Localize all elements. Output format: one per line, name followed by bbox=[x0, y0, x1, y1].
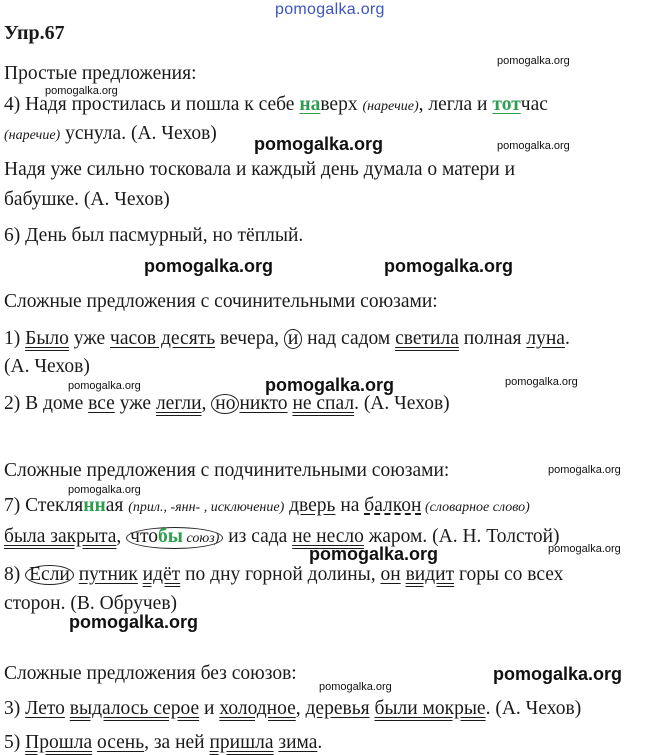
text: уже bbox=[114, 393, 156, 414]
text: 2) В доме bbox=[4, 393, 89, 414]
watermark: pomogalka.org bbox=[548, 543, 621, 555]
letters-highlight: нн bbox=[83, 495, 106, 516]
watermark: pomogalka.org bbox=[69, 612, 199, 632]
predicate: холодное bbox=[219, 698, 296, 719]
prefix-highlight: на bbox=[299, 94, 321, 115]
sentence-4-line-1 bbox=[4, 93, 548, 119]
text: и bbox=[199, 698, 220, 719]
conjunction-circle: Если bbox=[25, 565, 74, 585]
sentence-4-line-4: бабушке. (А. Чехов) bbox=[4, 189, 170, 210]
text: , легла и bbox=[418, 94, 493, 115]
compound-1-author: (А. Чехов) bbox=[4, 356, 90, 377]
compound-1-line-1 bbox=[4, 327, 570, 351]
conjunction-highlight: бы bbox=[157, 526, 183, 547]
prefix-highlight: тот bbox=[492, 94, 521, 115]
note: союз) bbox=[182, 531, 220, 546]
text: 4) Надя простилась и пошла к себе bbox=[4, 94, 300, 115]
subject: все bbox=[88, 393, 115, 414]
nonunion-3 bbox=[4, 697, 581, 721]
note: (прил., -янн- , исключение) bbox=[128, 500, 285, 515]
subject: он bbox=[380, 564, 401, 585]
text: 1) bbox=[4, 328, 26, 349]
text: горы со всех bbox=[454, 564, 564, 585]
watermark: pomogalka.org bbox=[68, 380, 141, 392]
text: ая bbox=[105, 495, 129, 516]
subject: осень bbox=[96, 732, 145, 753]
text: , bbox=[201, 393, 212, 414]
text: 5) bbox=[4, 732, 26, 753]
predicate: Прошла bbox=[25, 732, 93, 753]
watermark: pomogalka.org bbox=[309, 544, 439, 564]
subject: деревья bbox=[305, 698, 370, 719]
watermark: pomogalka.org bbox=[505, 376, 578, 388]
modifier: балкон bbox=[364, 495, 422, 516]
note: (словарное слово) bbox=[421, 500, 530, 515]
complex-8-line-2: сторон. (В. Обручев) bbox=[4, 593, 178, 614]
watermark: pomogalka.org bbox=[68, 484, 141, 496]
nonunion-5 bbox=[4, 731, 322, 755]
complex-7-line-2 bbox=[4, 525, 560, 549]
subject: зима bbox=[278, 732, 318, 753]
predicate: легли bbox=[155, 393, 202, 414]
watermark: pomogalka.org bbox=[497, 55, 570, 67]
subject: часов десять bbox=[110, 328, 216, 349]
subject: путник bbox=[78, 564, 138, 585]
watermark: pomogalka.org bbox=[254, 134, 384, 154]
watermark: pomogalka.org bbox=[493, 664, 623, 684]
predicate: Было bbox=[25, 328, 69, 349]
text: , за ней bbox=[144, 732, 210, 753]
complex-7-line-1 bbox=[4, 494, 530, 520]
text: вечера, bbox=[215, 328, 284, 349]
watermark: pomogalka.org bbox=[265, 375, 395, 395]
predicate: светила bbox=[395, 328, 459, 349]
conjunction-circle: но bbox=[211, 394, 239, 414]
text: , bbox=[116, 526, 127, 547]
text: уснула. (А. Чехов) bbox=[60, 123, 217, 144]
text: верх bbox=[320, 94, 363, 115]
text: на bbox=[335, 495, 365, 516]
watermark: pomogalka.org bbox=[45, 85, 118, 97]
text: , bbox=[295, 698, 306, 719]
watermark-top: pomogalka.org bbox=[275, 1, 385, 18]
watermark: pomogalka.org bbox=[144, 256, 274, 276]
watermark: pomogalka.org bbox=[497, 140, 570, 152]
text: над садом bbox=[302, 328, 396, 349]
text: полная bbox=[458, 328, 527, 349]
predicate: были мокрые bbox=[374, 698, 486, 719]
section-heading-complex: Сложные предложения с подчинительными союзами: bbox=[4, 460, 450, 481]
text: . (А. Чехов) bbox=[354, 393, 450, 414]
section-heading-nonunion: Сложные предложения без союзов: bbox=[4, 663, 297, 684]
text: уже bbox=[68, 328, 111, 349]
section-heading-simple: Простые предложения: bbox=[4, 63, 197, 84]
conjunction-circle: и bbox=[284, 329, 302, 349]
text: жаром. (А. Н. Толстой) bbox=[363, 526, 560, 547]
complex-8-line-1 bbox=[4, 563, 563, 587]
text: . (А. Чехов) bbox=[485, 698, 582, 719]
note: (наречие) bbox=[4, 128, 61, 143]
text: . bbox=[564, 328, 570, 349]
subject: Лето bbox=[25, 698, 65, 719]
watermark: pomogalka.org bbox=[319, 681, 392, 693]
conjunction: что bbox=[130, 526, 158, 547]
subject: дверь bbox=[289, 495, 336, 516]
subject: луна bbox=[526, 328, 565, 349]
text: 3) bbox=[4, 698, 26, 719]
text: из сада bbox=[223, 526, 293, 547]
text: по дну горной долины, bbox=[180, 564, 381, 585]
watermark: pomogalka.org bbox=[548, 464, 621, 476]
predicate: видит bbox=[405, 564, 455, 585]
predicate: была закрыта bbox=[4, 526, 117, 547]
sentence-6: 6) День был пасмурный, но тёплый. bbox=[4, 225, 304, 246]
text: 8) bbox=[4, 564, 26, 585]
text: . bbox=[317, 732, 323, 753]
predicate: не несло bbox=[292, 526, 364, 547]
predicate: не спал bbox=[292, 393, 355, 414]
predicate: пришла bbox=[209, 732, 274, 753]
note: (наречие) bbox=[362, 99, 419, 114]
text: час bbox=[520, 94, 548, 115]
page-title: Упр.67 bbox=[4, 22, 65, 44]
section-heading-compound: Сложные предложения с сочинительными союзами: bbox=[4, 291, 438, 312]
compound-2 bbox=[4, 392, 450, 416]
text: 7) Стекля bbox=[4, 495, 84, 516]
watermark: pomogalka.org bbox=[384, 256, 514, 276]
predicate: идёт bbox=[142, 564, 181, 585]
sentence-4-line-2 bbox=[4, 122, 217, 148]
predicate: выдалось серое bbox=[69, 698, 200, 719]
sentence-4-line-3: Надя уже сильно тосковала и каждый день думала о матери и bbox=[4, 159, 516, 180]
subject: никто bbox=[239, 393, 288, 414]
